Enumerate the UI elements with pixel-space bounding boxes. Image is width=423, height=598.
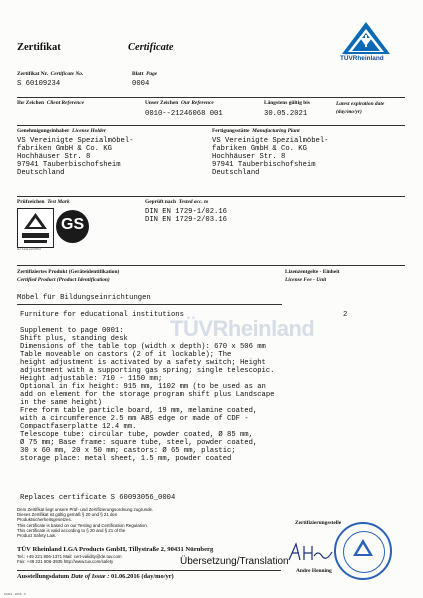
divider: [17, 304, 282, 305]
product-description: Supplement to page 0001: Shift plus, standing desk Dimensions of the table top (width x depth): 670 x 506 mm Table moveable on castors (2 of it lockable); The height adjustment is activated by a safety switch; Height adjustment with a supporting gas spring; single telescopic. Height adjustable: 710 - 1150 mm; Optional in fix height: 915 mm, 1102 mm (to be used as an add on element for the storage program shift plus Landscape in the same height) Free form table particle board, 19 mm, melamine coated, with a circumference 2.5 mm ABS edge or made of CDF - Compactfaserplatte 12.4 mm. Telescope tube: circular tube, powder coated, Ø 85 mm, Ø 75 mm; Base frame: square tube, steel, powder coated, 30 x 60 mm, 20 x 50 mm; castors: Ø 65 mm, plastic; storage place: metal sheet, 1.5 mm, powder coated: [20, 327, 275, 463]
manufacturing-plant-label: Fertigungsstätte Manufacturing Plant: [212, 128, 300, 134]
issuer-contact: Tel.: +49 221 806-1371 Mail: cert-validity@de.tuv.com Fax: +49 221 806-3935 http://www.tuv.com/safety: [17, 554, 122, 565]
certified-product-label: Zertifiziertes Produkt (Geräteidentifikation) Certified Product (Product Identification): [17, 269, 120, 283]
expiry-label-en: Latest expiration date (day/mo/yr): [336, 101, 385, 115]
tuv-rheinland-logo: [336, 20, 396, 68]
page-label: Blatt Page: [132, 71, 158, 77]
tuv-certified-mark: [17, 208, 54, 248]
divider: [17, 196, 405, 197]
our-reference-label: Unser Zeichen Our Reference: [145, 100, 214, 106]
expiry-date: 30.05.2021: [264, 110, 308, 118]
license-fee-label: Lizenzentgelte - Einheit License Fee - Unit: [285, 269, 340, 283]
page-number: 0004: [132, 80, 150, 88]
issuer-name: TÜV Rheinland LGA Products GmbH, Tillystraße 2, 90431 Nürnberg: [17, 546, 214, 553]
product-name: Möbel für Bildungseinrichtungen: [17, 294, 151, 302]
product-furniture-type: Furniture for educational institutions: [20, 311, 184, 319]
replaces-certificate: Replaces certificate S 60093056_0004: [20, 494, 176, 502]
gs-mark-letters: GS: [61, 216, 85, 233]
signature: [286, 540, 336, 566]
issue-date: Ausstellungsdatum Date of Issue : 01.06.2016 (day/mo/yr): [17, 573, 174, 580]
license-holder-label: Genehmigungsinhaber License Holder: [17, 128, 107, 134]
expiry-label-de: Längstens gültig bis: [264, 100, 310, 106]
divider: [17, 265, 405, 266]
test-standards: DIN EN 1729-1/02.16 DIN EN 1729-2/03.16: [145, 208, 227, 224]
title-german: Zertifikat: [17, 42, 61, 53]
license-holder-address: VS Vereinigte Spezialmöbel- fabriken GmbH & Co. KG Hochhäuser Str. 8 97941 Tauberbischofsheim Deutschland: [17, 137, 134, 177]
watermark: TÜVRheinland: [170, 316, 315, 341]
test-mark-label: Prüfzeichen Test Mark: [17, 199, 70, 205]
logo-text: TÜVRheinland: [340, 55, 384, 62]
manufacturing-plant-address: VS Vereinigte Spezialmöbel- fabriken GmbH & Co. KG Hochhäuser Str. 8 97941 Tauberbischofsheim Deutschland: [212, 137, 329, 177]
certificate-number-label: Zertifikat Nr. Certificate No.: [17, 71, 84, 77]
test-mark-id: ID 1111203993: [17, 247, 41, 251]
form-code: 10211 - 2016 - 5: [4, 592, 26, 596]
divider: [17, 97, 405, 98]
certification-body-label: Zertifizierungsstelle: [295, 520, 342, 526]
license-fee-units: 2: [343, 311, 348, 319]
legal-note: Dem Zertifikat liegt unsere Prüf- und Zertifizierungsordnung zugrunde. Dieses Zertifikat ist gültig gemäß § 20 und § 21 des Produktsicherheitsgesetzes. This certificate is based on our Testing and Certification Regulation. This certificate is valid according to § 20 and § 21 of the Product Safety Law.: [17, 507, 154, 539]
certificate-number: S 60109234: [17, 80, 61, 88]
divider: [17, 125, 405, 126]
translation-stamp: Übersetzung/Translation: [180, 556, 289, 567]
divider: [17, 570, 281, 571]
signatory-name: Andre Henning: [296, 568, 332, 574]
title-english: Certificate: [128, 42, 174, 53]
client-reference-label: Ihr Zeichen Client Reference: [17, 100, 84, 106]
tested-according-label: Geprüft nach Tested acc. to: [145, 199, 209, 205]
gs-safety-mark: [56, 210, 89, 243]
our-reference: 0010--21246068 001: [145, 110, 223, 118]
certification-stamp: [334, 522, 392, 580]
